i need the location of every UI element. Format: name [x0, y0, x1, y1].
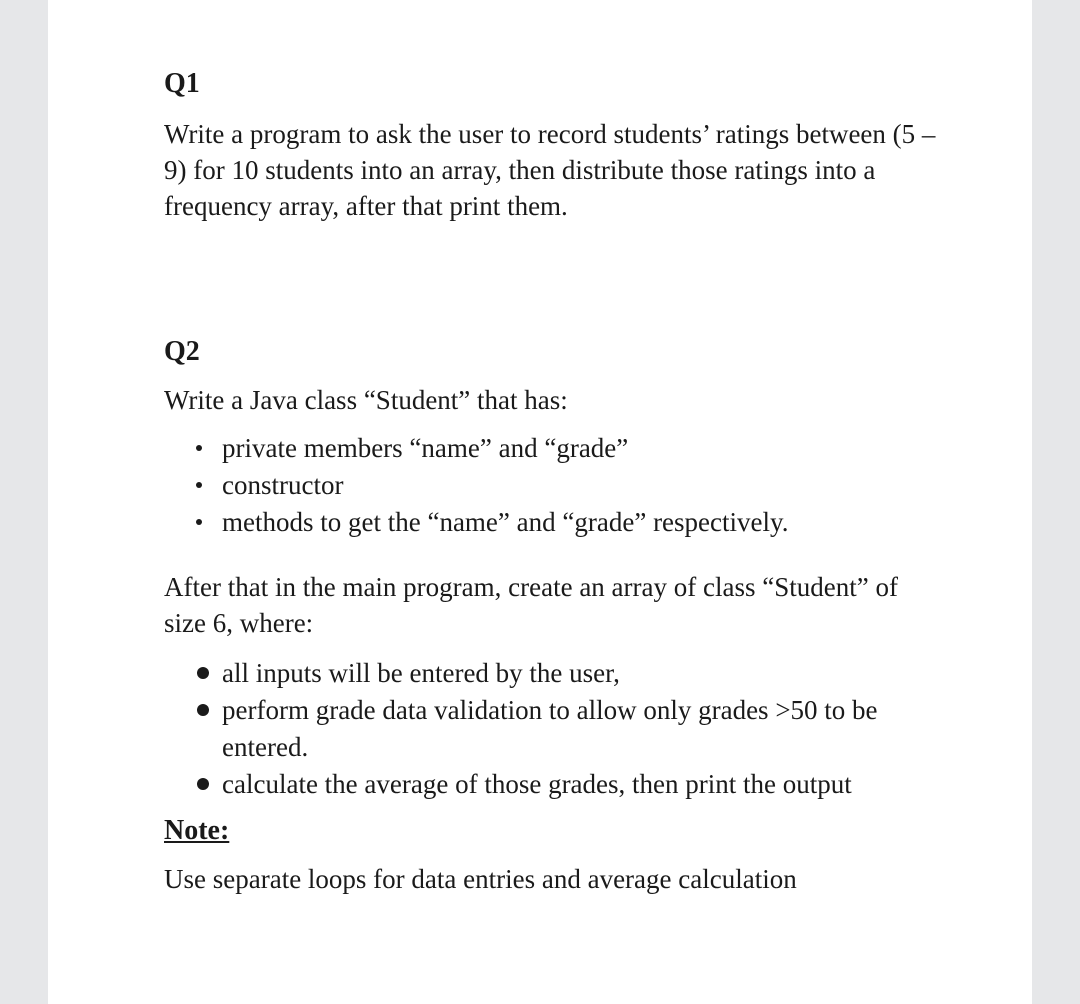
- list-item-text: private members “name” and “grade”: [222, 433, 629, 463]
- list-item-text: methods to get the “name” and “grade” respectively.: [222, 507, 789, 537]
- q2-heading: Q2: [164, 336, 200, 367]
- list-item: [164, 655, 944, 692]
- list-item: [164, 467, 944, 504]
- main-program-text: After that in the main program, create an array of class “Student” of size 6, where:: [164, 572, 898, 638]
- document-page: [48, 0, 1032, 1004]
- requirements-list: [164, 655, 944, 803]
- bullet-icon: [196, 519, 202, 525]
- bullet-icon: [196, 445, 202, 451]
- list-item-text: all inputs will be entered by the user,: [222, 658, 620, 688]
- bullet-icon: [197, 704, 209, 716]
- list-item-text: perform grade data validation to allow only grades >50 to be entered.: [222, 695, 878, 762]
- bullet-icon: [197, 778, 209, 790]
- q2-intro: Write a Java class “Student” that has:: [164, 385, 568, 415]
- list-item-text: calculate the average of those grades, then print the output: [222, 769, 852, 799]
- note-text: Use separate loops for data entries and average calculation: [164, 864, 797, 894]
- q1-heading: Q1: [164, 68, 200, 99]
- note-label: Note:: [164, 815, 230, 846]
- bullet-icon: [197, 667, 209, 679]
- list-item: [164, 692, 944, 766]
- document-content: [164, 60, 944, 897]
- q1-text: Write a program to ask the user to record students’ ratings between (5 – 9) for 10 students into an array, then distribute those ratings into a frequency array, after that print them.: [164, 119, 936, 221]
- list-item: [164, 504, 944, 541]
- class-members-list: [164, 430, 944, 541]
- list-item-text: constructor: [222, 470, 344, 500]
- bullet-icon: [196, 482, 202, 488]
- list-item: [164, 430, 944, 467]
- list-item: [164, 766, 944, 803]
